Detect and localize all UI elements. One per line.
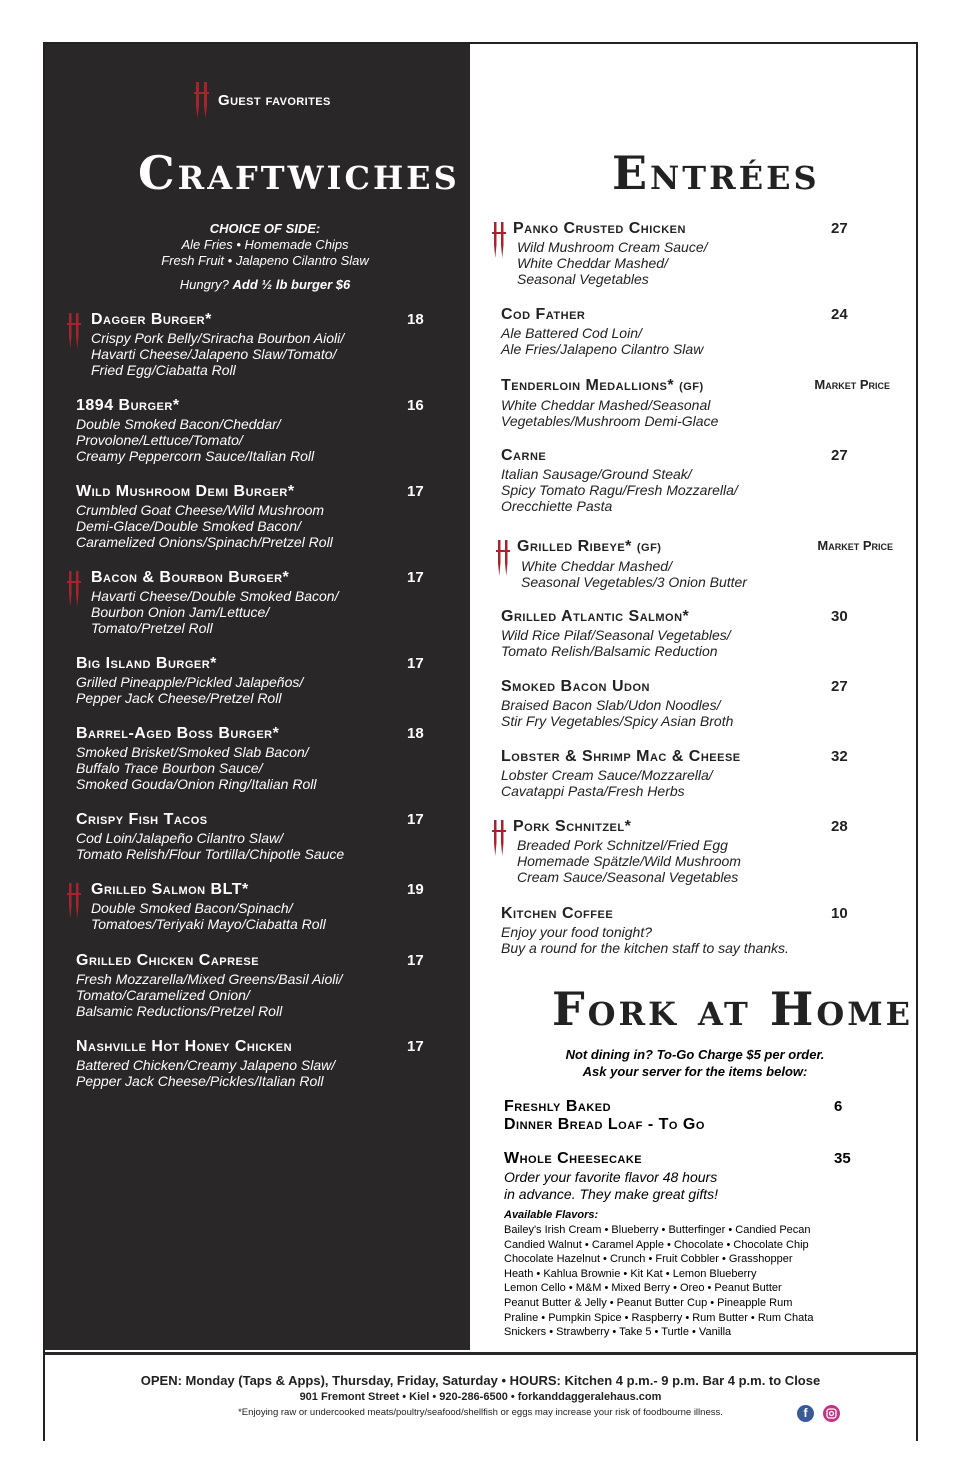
- facebook-icon[interactable]: f: [797, 1405, 814, 1422]
- item-name-text: Panko Crusted Chicken: [513, 220, 686, 237]
- craftwich-item: [91, 569, 430, 636]
- address-line: 901 Fremont Street • Kiel • 920-286-6500 • forkanddaggeralehaus.com: [299, 1391, 662, 1403]
- flavor-line: Peanut Butter & Jelly • Peanut Butter Cup • Pineapple Rum: [504, 1296, 793, 1309]
- item-price: 16: [407, 397, 424, 414]
- item-description: [76, 830, 430, 862]
- item-name: Grilled Chicken Caprese: [76, 952, 260, 969]
- fork-note-2: Ask your server for the items below:: [582, 1064, 808, 1079]
- item-description: [501, 466, 895, 514]
- item-description-line: Crumbled Goat Cheese/Wild Mushroom: [76, 502, 325, 518]
- item-description-line: Tomato/Pretzel Roll: [91, 620, 213, 636]
- item-name: Big Island Burger*: [76, 655, 217, 672]
- hours-line: OPEN: Monday (Taps & Apps), Thursday, Friday, Saturday • HOURS: Kitchen 4 p.m.- 9 p.m. Bar 4 p.m. to Close: [140, 1373, 821, 1388]
- entree-item: [517, 538, 895, 590]
- item-description: [76, 502, 430, 550]
- item-name-text: Grilled Ribeye*: [517, 538, 632, 555]
- entree-item: [513, 220, 895, 287]
- item-description-line: Double Smoked Bacon/Cheddar/: [76, 416, 281, 432]
- item-description-line: Lobster Cream Sauce/Mozzarella/: [501, 767, 713, 783]
- side-line-1: Ale Fries • Homemade Chips: [181, 237, 349, 252]
- item-price: 10: [831, 905, 848, 922]
- fork-at-home-title: Fork at Home: [552, 982, 914, 1036]
- item-price: 27: [831, 678, 848, 695]
- item-description: [501, 767, 895, 799]
- item-description-line: Grilled Pineapple/Pickled Jalapeños/: [76, 674, 304, 690]
- hungry-suffix: Add ½ lb burger $6: [232, 277, 351, 292]
- flavor-line: Lemon Cello • M&M • Mixed Berry • Oreo • Peanut Butter: [504, 1282, 782, 1295]
- item-description-line: Wild Rice Pilaf/Seasonal Vegetables/: [501, 627, 731, 643]
- item-description: [501, 924, 895, 956]
- fork-at-home-note: [480, 1046, 910, 1080]
- dagger-icon: [491, 819, 507, 857]
- item-description-line: Crispy Pork Belly/Sriracha Bourbon Aioli/: [91, 330, 345, 346]
- item-description-line: White Cheddar Mashed/: [521, 558, 672, 574]
- flavor-line: Snickers • Strawberry • Take 5 • Turtle • Vanilla: [504, 1326, 732, 1339]
- craftwich-item: [76, 483, 430, 550]
- item-description-line: Italian Sausage/Ground Steak/: [501, 466, 692, 482]
- item-price: 17: [407, 483, 424, 500]
- cheesecake-desc-1: Order your favorite flavor 48 hours: [504, 1169, 718, 1185]
- side-choice-block: [45, 221, 485, 293]
- item-name-text: Lobster & Shrimp Mac & Cheese: [501, 748, 741, 765]
- item-description-line: Bourbon Onion Jam/Lettuce/: [91, 604, 270, 620]
- entree-item: [501, 306, 895, 357]
- item-description-line: Tomato/Caramelized Onion/: [76, 987, 250, 1003]
- hungry-prefix: Hungry?: [179, 277, 229, 292]
- item-description-line: Balsamic Reductions/Pretzel Roll: [76, 1003, 283, 1019]
- disclaimer-line: *Enjoying raw or undercooked meats/poultry/seafood/shellfish or eggs may increase your risk of foodbourne illness.: [238, 1407, 723, 1418]
- item-name-text: Cod Father: [501, 306, 586, 323]
- entree-item: [513, 818, 895, 885]
- item-price: 24: [831, 306, 848, 323]
- bread-price: 6: [834, 1098, 843, 1115]
- item-name: Barrel-Aged Boss Burger*: [76, 725, 280, 742]
- item-description-line: Havarti Cheese/Double Smoked Bacon/: [91, 588, 339, 604]
- dagger-icon: [66, 312, 82, 350]
- item-description: [501, 627, 895, 659]
- craftwich-item: [76, 397, 430, 464]
- item-price: 28: [831, 818, 848, 835]
- craftwich-item: [91, 311, 430, 378]
- item-name: 1894 Burger*: [76, 397, 180, 414]
- item-description-line: Fried Egg/Ciabatta Roll: [91, 362, 236, 378]
- item-description-line: Wild Mushroom Cream Sauce/: [517, 239, 708, 255]
- item-description-line: Double Smoked Bacon/Spinach/: [91, 900, 293, 916]
- item-name: Bacon & Bourbon Burger*: [91, 569, 290, 586]
- bread-name-line-1: Freshly Baked: [504, 1098, 612, 1115]
- item-description: [501, 325, 895, 357]
- item-name-text: Pork Schnitzel*: [513, 818, 632, 835]
- item-price: 17: [407, 569, 424, 586]
- item-name: Grilled Salmon BLT*: [91, 881, 249, 898]
- flavor-line: Chocolate Hazelnut • Crunch • Fruit Cobbler • Grasshopper: [504, 1253, 793, 1266]
- craftwich-item: [91, 881, 430, 932]
- guest-favorites-legend: [192, 80, 331, 120]
- item-description: [501, 397, 895, 429]
- item-description-line: Havarti Cheese/Jalapeno Slaw/Tomato/: [91, 346, 337, 362]
- item-description: [76, 971, 430, 1019]
- item-description: [76, 1057, 430, 1089]
- item-name: Nashville Hot Honey Chicken: [76, 1038, 293, 1055]
- item-description-line: Pepper Jack Cheese/Pretzel Roll: [76, 690, 282, 706]
- item-description-line: Tomatoes/Teriyaki Mayo/Ciabatta Roll: [91, 916, 326, 932]
- item-description-line: Seasonal Vegetables: [517, 271, 649, 287]
- entree-item: [501, 748, 895, 799]
- side-heading: CHOICE OF SIDE:: [209, 221, 321, 236]
- item-description: [76, 416, 430, 464]
- cheesecake-desc-2: in advance. They make great gifts!: [504, 1186, 718, 1202]
- item-description: [91, 900, 430, 932]
- item-name: Crispy Fish Tacos: [76, 811, 208, 828]
- item-description-line: Vegetables/Mushroom Demi-Glace: [501, 413, 719, 429]
- flavor-line: Heath • Kahlua Brownie • Kit Kat • Lemon Blueberry: [504, 1267, 757, 1280]
- bread-loaf-item: [504, 1098, 854, 1134]
- item-description-line: Seasonal Vegetables/3 Onion Butter: [521, 574, 747, 590]
- entree-item: [501, 905, 895, 956]
- item-price: 17: [407, 655, 424, 672]
- cheesecake-item: [504, 1150, 860, 1340]
- item-description: [76, 674, 430, 706]
- craftwiches-title: Craftwiches: [138, 146, 460, 200]
- item-description-line: Tomato Relish/Balsamic Reduction: [501, 643, 718, 659]
- item-description-line: White Cheddar Mashed/: [517, 255, 668, 271]
- item-name: Dagger Burger*: [91, 311, 212, 328]
- item-description-line: Creamy Peppercorn Sauce/Italian Roll: [76, 448, 315, 464]
- item-description-line: Caramelized Onions/Spinach/Pretzel Roll: [76, 534, 333, 550]
- item-description-line: Fresh Mozzarella/Mixed Greens/Basil Aioli/: [76, 971, 343, 987]
- entree-item: [501, 608, 895, 659]
- item-description-line: Cod Loin/Jalapeño Cilantro Slaw/: [76, 830, 284, 846]
- item-description-line: Enjoy your food tonight?: [501, 924, 652, 940]
- gluten-free-tag: (GF): [679, 381, 704, 393]
- bread-name-line-2: Dinner Bread Loaf - To Go: [504, 1116, 705, 1133]
- item-price: 27: [831, 220, 848, 237]
- item-price: Market Price: [817, 538, 893, 553]
- craftwich-item: [76, 952, 430, 1019]
- item-price: 18: [407, 725, 424, 742]
- cheesecake-price: 35: [834, 1150, 851, 1167]
- craftwich-item: [76, 1038, 430, 1089]
- gluten-free-tag: (GF): [636, 542, 662, 554]
- item-name-text: Carne: [501, 447, 547, 464]
- craftwich-item: [76, 725, 430, 792]
- item-price: Market Price: [814, 377, 890, 392]
- footer: [45, 1352, 916, 1442]
- item-description-line: Breaded Pork Schnitzel/Fried Egg: [517, 837, 728, 853]
- item-name: Wild Mushroom Demi Burger*: [76, 483, 295, 500]
- item-description-line: Provolone/Lettuce/Tomato/: [76, 432, 243, 448]
- item-description-line: Spicy Tomato Ragu/Fresh Mozzarella/: [501, 482, 738, 498]
- item-description-line: White Cheddar Mashed/Seasonal: [501, 397, 711, 413]
- item-price: 30: [831, 608, 848, 625]
- instagram-icon[interactable]: [823, 1405, 840, 1422]
- item-price: 17: [407, 952, 424, 969]
- item-description-line: Cream Sauce/Seasonal Vegetables: [517, 869, 739, 885]
- item-description-line: Braised Bacon Slab/Udon Noodles/: [501, 697, 721, 713]
- cheesecake-name: Whole Cheesecake: [504, 1150, 643, 1167]
- item-description-line: Homemade Spätzle/Wild Mushroom: [517, 853, 741, 869]
- dagger-icon: [491, 221, 507, 259]
- entree-item: [501, 377, 895, 429]
- item-description: [91, 330, 430, 378]
- item-description-line: Smoked Brisket/Smoked Slab Bacon/: [76, 744, 309, 760]
- item-description: [76, 744, 430, 792]
- item-description: [517, 239, 895, 287]
- craftwich-item: [76, 811, 430, 862]
- item-description-line: Battered Chicken/Creamy Jalapeno Slaw/: [76, 1057, 336, 1073]
- item-description-line: Stir Fry Vegetables/Spicy Asian Broth: [501, 713, 734, 729]
- item-name-text: Tenderloin Medallions*: [501, 377, 675, 394]
- flavor-line: Praline • Pumpkin Spice • Raspberry • Rum Butter • Rum Chata: [504, 1311, 814, 1324]
- item-name-text: Smoked Bacon Udon: [501, 678, 650, 695]
- item-price: 18: [407, 311, 424, 328]
- side-line-2: Fresh Fruit • Jalapeno Cilantro Slaw: [161, 253, 369, 268]
- fork-note-1: Not dining in? To-Go Charge $5 per order.: [565, 1047, 825, 1062]
- flavor-line: Bailey's Irish Cream • Blueberry • Butterfinger • Candied Pecan: [504, 1224, 811, 1236]
- item-price: 19: [407, 881, 424, 898]
- item-description-line: Buffalo Trace Bourbon Sauce/: [76, 760, 263, 776]
- flavors-heading: Available Flavors:: [504, 1209, 599, 1221]
- dagger-icon: [66, 570, 82, 608]
- item-price: 17: [407, 811, 424, 828]
- entree-item: [501, 447, 895, 514]
- item-description: [501, 697, 895, 729]
- item-description: [521, 558, 895, 590]
- item-description-line: Cavatappi Pasta/Fresh Herbs: [501, 783, 685, 799]
- craftwich-item: [76, 655, 430, 706]
- flavors-list: [504, 1223, 860, 1340]
- item-description-line: Tomato Relish/Flour Tortilla/Chipotle Sauce: [76, 846, 345, 862]
- entree-item: [501, 678, 895, 729]
- item-price: 27: [831, 447, 848, 464]
- item-name-text: Grilled Atlantic Salmon*: [501, 608, 690, 625]
- item-description-line: Buy a round for the kitchen staff to say thanks.: [501, 940, 789, 956]
- dagger-icon: [495, 539, 511, 577]
- item-description-line: Orecchiette Pasta: [501, 498, 613, 514]
- dagger-icon: [66, 882, 82, 920]
- item-description-line: Ale Fries/Jalapeno Cilantro Slaw: [501, 341, 704, 357]
- dagger-icon: [192, 80, 212, 120]
- guest-favorites-label: Guest favorites: [218, 91, 331, 109]
- hungry-note: [45, 277, 485, 293]
- item-description-line: Smoked Gouda/Onion Ring/Italian Roll: [76, 776, 317, 792]
- item-price: 32: [831, 748, 848, 765]
- item-description-line: Pepper Jack Cheese/Pickles/Italian Roll: [76, 1073, 324, 1089]
- item-name-text: Kitchen Coffee: [501, 905, 614, 922]
- flavor-line: Candied Walnut • Caramel Apple • Chocolate • Chocolate Chip: [504, 1238, 809, 1251]
- entrees-title: Entrées: [612, 146, 820, 200]
- item-price: 17: [407, 1038, 424, 1055]
- item-description: [517, 837, 895, 885]
- item-description-line: Demi-Glace/Double Smoked Bacon/: [76, 518, 301, 534]
- item-description-line: Ale Battered Cod Loin/: [501, 325, 642, 341]
- item-description: [91, 588, 430, 636]
